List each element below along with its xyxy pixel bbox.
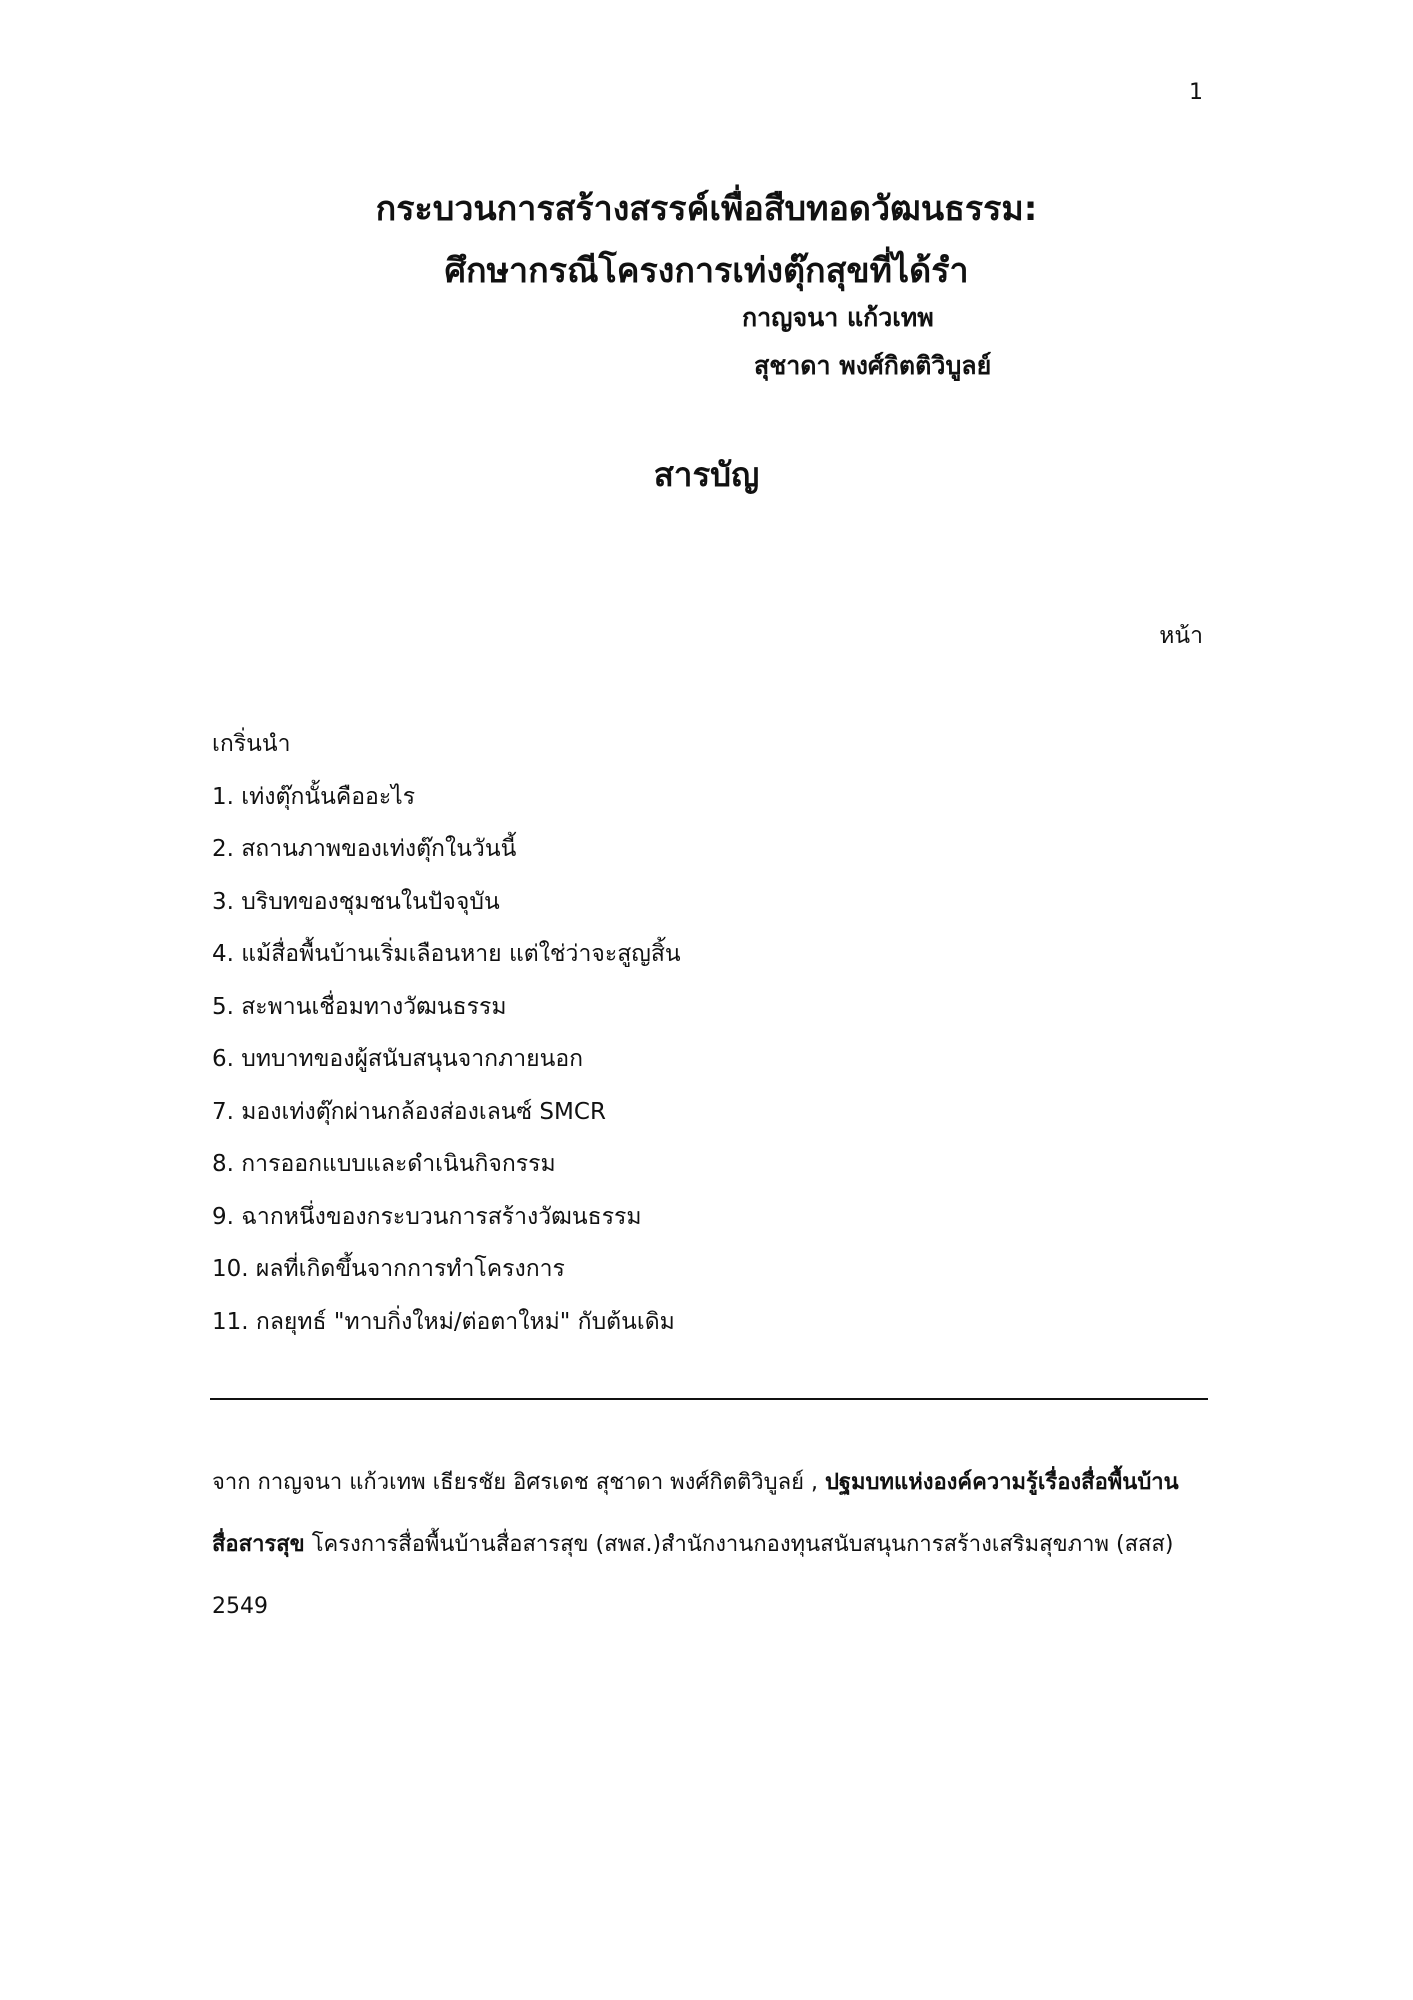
footnote-book-title: ปฐมบทแห่งองค์ความรู้เรื่องสื่อพื้นบ้านสื่อสารสุข (212, 1470, 1179, 1557)
title-line-1: กระบวนการสร้างสรรค์เพื่อสืบทอดวัฒนธรรม: (375, 189, 1038, 229)
author-1: กาญจนา แก้วเทพ (742, 303, 934, 332)
toc-heading: สารบัญ (653, 455, 760, 494)
document-title (0, 178, 1413, 302)
title-line-2: ศึกษากรณีโครงการเท่งตุ๊กสุขที่ได้รำ (444, 251, 969, 291)
table-of-contents (212, 718, 681, 1348)
page-number: 1 (1189, 80, 1203, 105)
author-2: สุชาดา พงศ์กิตติวิบูลย์ (754, 351, 992, 380)
toc-item: 4. แม้สื่อพื้นบ้านเริ่มเลือนหาย แต่ใช่ว่าจะสูญสิ้น (212, 941, 681, 967)
footnote-divider (210, 1398, 1208, 1400)
toc-page-column-label: หน้า (1159, 623, 1203, 649)
toc-item: 10. ผลที่เกิดขึ้นจากการทำโครงการ (212, 1256, 565, 1282)
source-footnote (212, 1452, 1210, 1638)
toc-item: 6. บทบาทของผู้สนับสนุนจากภายนอก (212, 1046, 584, 1072)
toc-item: 11. กลยุทธ์ "ทาบกิ่งใหม่/ต่อตาใหม่" กับต้นเดิม (212, 1308, 675, 1335)
toc-item: 2. สถานภาพของเท่งตุ๊กในวันนี้ (212, 836, 517, 862)
toc-item: 7. มองเท่งตุ๊กผ่านกล้องส่องเลนซ์ SMCR (212, 1098, 606, 1125)
toc-item: เกริ่นนำ (212, 731, 291, 757)
toc-item: 9. ฉากหนึ่งของกระบวนการสร้างวัฒนธรรม (212, 1203, 642, 1230)
toc-item: 3. บริบทของชุมชนในปัจจุบัน (212, 888, 500, 915)
toc-item: 5. สะพานเชื่อมทางวัฒนธรรม (212, 993, 507, 1020)
footnote-suffix: โครงการสื่อพื้นบ้านสื่อสารสุข (สพส.)สำนักงานกองทุนสนับสนุนการสร้างเสริมสุขภาพ (สสส) 2549 (212, 1532, 1174, 1619)
footnote-prefix: จาก กาญจนา แก้วเทพ เธียรชัย อิศรเดช สุชาดา พงศ์กิตติวิบูลย์ , (212, 1470, 825, 1495)
toc-item: 8. การออกแบบและดำเนินกิจกรรม (212, 1151, 556, 1177)
toc-item: 1. เท่งตุ๊กนั้นคืออะไร (212, 783, 416, 810)
